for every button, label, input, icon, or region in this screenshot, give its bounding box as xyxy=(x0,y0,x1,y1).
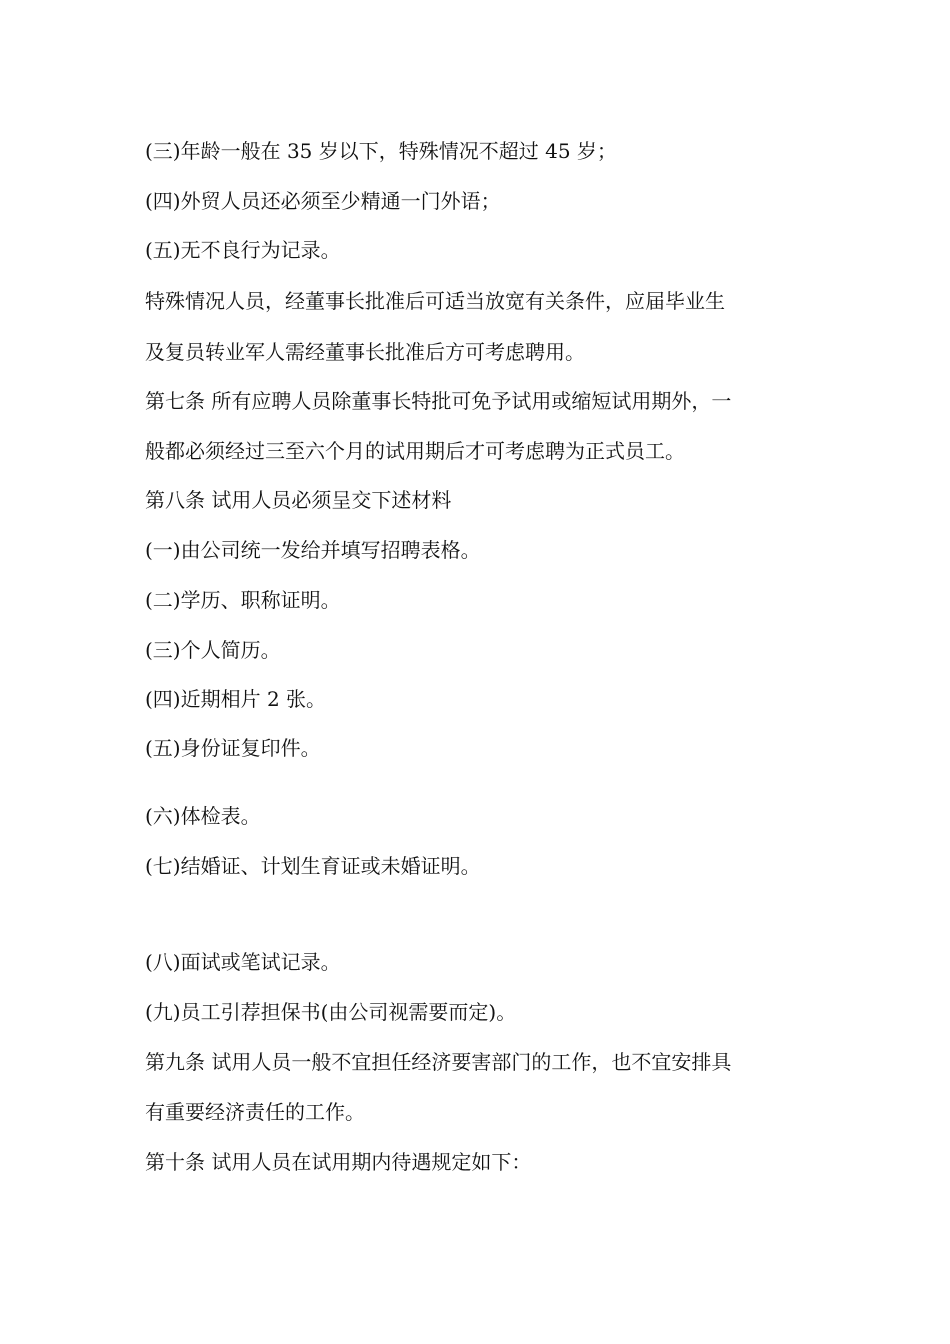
article-7-line-2: 般都必须经过三至六个月的试用期后才可考虑聘为正式员工。 xyxy=(145,439,685,463)
material-item-4: (四)近期相片 2 张。 xyxy=(145,687,327,711)
material-item-7: (七)结婚证、计划生育证或未婚证明。 xyxy=(145,854,481,878)
article-9-line-2: 有重要经济责任的工作。 xyxy=(145,1100,365,1124)
clause-3-age: (三)年龄一般在 35 岁以下，特殊情况不超过 45 岁； xyxy=(145,139,617,163)
material-item-5: (五)身份证复印件。 xyxy=(145,736,321,760)
material-item-9: (九)员工引荐担保书(由公司视需要而定)。 xyxy=(145,1000,517,1024)
special-case-line-1: 特殊情况人员，经董事长批准后可适当放宽有关条件，应届毕业生 xyxy=(145,289,725,313)
article-10-heading: 第十条 试用人员在试用期内待遇规定如下： xyxy=(145,1150,532,1174)
article-7-line-1: 第七条 所有应聘人员除董事长特批可免予试用或缩短试用期外，一 xyxy=(145,389,732,413)
article-8-heading: 第八条 试用人员必须呈交下述材料 xyxy=(145,488,452,512)
article-9-line-1: 第九条 试用人员一般不宜担任经济要害部门的工作，也不宜安排具 xyxy=(145,1050,732,1074)
clause-5-record: (五)无不良行为记录。 xyxy=(145,238,341,262)
material-item-6: (六)体检表。 xyxy=(145,804,261,828)
material-item-2: (二)学历、职称证明。 xyxy=(145,588,341,612)
material-item-1: (一)由公司统一发给并填写招聘表格。 xyxy=(145,538,481,562)
material-item-8: (八)面试或笔试记录。 xyxy=(145,950,341,974)
clause-4-language: (四)外贸人员还必须至少精通一门外语； xyxy=(145,189,501,213)
material-item-3: (三)个人简历。 xyxy=(145,638,281,662)
special-case-line-2: 及复员转业军人需经董事长批准后方可考虑聘用。 xyxy=(145,340,585,364)
